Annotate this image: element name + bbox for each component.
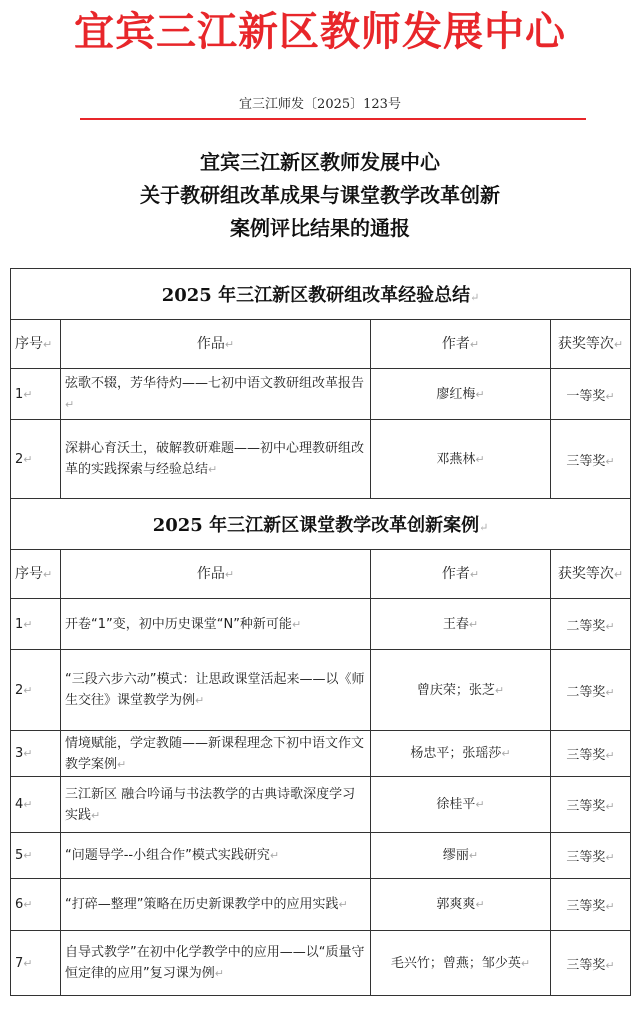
column-header-text: 序号 (15, 335, 43, 352)
paragraph-mark: ↵ (23, 898, 33, 911)
table-row (11, 650, 631, 731)
column-header-row (11, 550, 631, 599)
paragraph-mark: ↵ (23, 798, 33, 811)
column-header-author (371, 320, 551, 369)
paragraph-mark: ↵ (605, 685, 615, 699)
column-header-row (11, 320, 631, 369)
cell-no (11, 879, 61, 931)
paragraph-mark: ↵ (475, 387, 485, 401)
cell-work-text: 开卷“1”变，初中历史课堂“N”种新可能 (65, 616, 292, 632)
column-header-award (551, 320, 631, 369)
cell-award-text: 一等奖 (566, 388, 606, 404)
table-row (11, 879, 631, 931)
cell-award-text: 三等奖 (566, 957, 606, 973)
cell-author-text: 毛兴竹；曾燕；邹少英 (390, 955, 521, 971)
cell-award (551, 650, 631, 731)
paragraph-mark: ↵ (479, 521, 489, 534)
paragraph-mark: ↵ (475, 798, 485, 811)
cell-award (551, 369, 631, 420)
paragraph-mark: ↵ (224, 337, 235, 351)
paragraph-mark: ↵ (475, 452, 485, 466)
cell-no (11, 420, 61, 499)
cell-author (371, 833, 551, 879)
cell-author (371, 599, 551, 650)
cell-author (371, 731, 551, 777)
cell-work (61, 420, 371, 499)
paragraph-mark: ↵ (23, 683, 33, 697)
section-heading-text: 2025 年三江新区教研组改革经验总结 (161, 285, 471, 306)
cell-no (11, 731, 61, 777)
table-row (11, 369, 631, 420)
cell-award-text: 二等奖 (566, 618, 606, 634)
cell-work (61, 731, 371, 777)
paragraph-mark: ↵ (23, 387, 33, 401)
results-table (10, 268, 631, 996)
cell-award-text: 三等奖 (566, 850, 606, 865)
paragraph-mark: ↵ (520, 956, 531, 970)
cell-author-text: 徐桂平 (436, 797, 476, 812)
cell-no (11, 777, 61, 833)
cell-author (371, 879, 551, 931)
red-divider-line (80, 118, 586, 120)
paragraph-mark: ↵ (91, 808, 101, 822)
cell-work-text: 深耕心育沃土，破解教研难题——初中心理教研组改革的实践探索与经验总结 (65, 441, 365, 477)
cell-no-text: 2 (15, 451, 24, 467)
paragraph-mark: ↵ (605, 958, 615, 972)
cell-no-text: 4 (15, 797, 24, 812)
cell-work-text: “三段六步六动”模式：让思政课堂活起来——以《师生交往》课堂教学为例 (65, 672, 365, 708)
cell-author (371, 420, 551, 499)
paragraph-mark: ↵ (43, 337, 53, 351)
column-header-author (371, 550, 551, 599)
cell-no (11, 599, 61, 650)
column-header-no (11, 320, 61, 369)
table-row (11, 777, 631, 833)
cell-work-text: 自导式教学”在初中化学教学中的应用——以“质量守恒定律的应用”复习课为例 (65, 945, 365, 981)
cell-no (11, 931, 61, 996)
cell-award-text: 三等奖 (566, 899, 606, 914)
column-header-text: 序号 (15, 565, 43, 582)
cell-author (371, 650, 551, 731)
cell-work (61, 879, 371, 931)
cell-no (11, 369, 61, 420)
cell-author-text: 廖红梅 (436, 386, 476, 402)
cell-award-text: 三等奖 (566, 799, 606, 814)
paragraph-mark: ↵ (65, 398, 75, 411)
cell-author (371, 777, 551, 833)
title-line: 宜宾三江新区教师发展中心 (200, 150, 440, 174)
column-header-text: 作品 (196, 565, 225, 582)
paragraph-mark: ↵ (605, 454, 615, 468)
cell-award (551, 879, 631, 931)
paragraph-mark: ↵ (470, 291, 480, 304)
paragraph-mark: ↵ (501, 747, 511, 760)
paragraph-mark: ↵ (613, 337, 624, 351)
cell-work (61, 931, 371, 996)
section-heading-row (11, 499, 631, 550)
paragraph-mark: ↵ (269, 849, 280, 862)
cell-award-text: 二等奖 (566, 684, 606, 700)
cell-author (371, 369, 551, 420)
table-row (11, 420, 631, 499)
cell-no-text: 5 (15, 848, 24, 863)
paragraph-mark: ↵ (224, 567, 235, 581)
document-number: 宜三江师发〔2025〕123号 (239, 97, 401, 112)
paragraph-mark: ↵ (23, 617, 33, 631)
cell-work-text: 情境赋能，学定教随——新课程理念下初中语文作文教学案例 (65, 735, 365, 772)
cell-author (371, 931, 551, 996)
paragraph-mark: ↵ (605, 851, 615, 864)
cell-work (61, 369, 371, 420)
cell-no-text: 1 (15, 616, 24, 632)
paragraph-mark: ↵ (23, 956, 33, 970)
cell-work-text: “打碎—整理”策略在历史新课教学中的应用实践 (65, 897, 339, 912)
paragraph-mark: ↵ (605, 900, 615, 913)
column-header-no (11, 550, 61, 599)
cell-no-text: 3 (15, 746, 24, 761)
paragraph-mark: ↵ (605, 619, 615, 633)
table-row (11, 599, 631, 650)
cell-award-text: 三等奖 (566, 453, 606, 469)
title-line: 关于教研组改革成果与课堂教学改革创新 (140, 183, 500, 207)
column-header-text: 获奖等次 (557, 565, 614, 582)
table-row (11, 731, 631, 777)
cell-work (61, 833, 371, 879)
column-header-text: 作者 (441, 335, 470, 352)
paragraph-mark: ↵ (469, 567, 480, 581)
cell-author-text: 曾庆荣；张芝 (416, 682, 495, 698)
cell-author-text: 王春 (442, 616, 469, 632)
column-header-work (61, 550, 371, 599)
cell-author-text: 邓燕林 (436, 451, 476, 467)
paragraph-mark: ↵ (468, 617, 479, 631)
cell-author-text: 缪丽 (442, 848, 469, 863)
paragraph-mark: ↵ (475, 898, 485, 911)
cell-work (61, 650, 371, 731)
column-header-award (551, 550, 631, 599)
cell-no-text: 6 (15, 897, 24, 912)
section-heading (11, 269, 631, 320)
section-heading (11, 499, 631, 550)
document-title (0, 146, 640, 245)
paragraph-mark: ↵ (43, 567, 53, 581)
paragraph-mark: ↵ (605, 389, 615, 403)
cell-award (551, 420, 631, 499)
cell-author-text: 杨忠平；张瑶莎 (410, 746, 502, 761)
cell-no-text: 2 (15, 682, 24, 698)
paragraph-mark: ↵ (117, 757, 127, 771)
cell-award (551, 599, 631, 650)
paragraph-mark: ↵ (338, 898, 348, 911)
paragraph-mark: ↵ (291, 617, 302, 631)
cell-award-text: 三等奖 (566, 748, 606, 763)
column-header-text: 作品 (196, 335, 225, 352)
cell-no (11, 833, 61, 879)
paragraph-mark: ↵ (23, 452, 33, 466)
cell-work-text: 弦歌不辍，芳华待灼——七初中语文教研组改革报告 (65, 376, 365, 391)
cell-author-text: 郭爽爽 (436, 897, 476, 912)
title-line: 案例评比结果的通报 (230, 216, 410, 240)
paragraph-mark: ↵ (23, 849, 33, 862)
paragraph-mark: ↵ (605, 749, 615, 762)
paragraph-mark: ↵ (605, 800, 615, 813)
paragraph-mark: ↵ (23, 747, 33, 760)
cell-no-text: 7 (15, 955, 24, 971)
paragraph-mark: ↵ (468, 849, 479, 862)
paragraph-mark: ↵ (469, 337, 480, 351)
paragraph-mark: ↵ (494, 683, 505, 697)
column-header-text: 作者 (441, 565, 470, 582)
section-heading-row (11, 269, 631, 320)
cell-award (551, 931, 631, 996)
cell-award (551, 731, 631, 777)
paragraph-mark: ↵ (195, 694, 205, 707)
column-header-text: 获奖等次 (557, 335, 614, 352)
letterhead-title: 宜宾三江新区教师发展中心 (74, 9, 566, 55)
paragraph-mark: ↵ (214, 967, 224, 980)
cell-work-text: “问题导学--小组合作”模式实践研究 (65, 848, 270, 863)
cell-no-text: 1 (15, 386, 24, 402)
paragraph-mark: ↵ (208, 463, 218, 476)
cell-award (551, 833, 631, 879)
cell-work-text: 三江新区 融合吟诵与书法教学的古典诗歌深度学习实践 (65, 786, 356, 823)
section-heading-text: 2025 年三江新区课堂教学改革创新案例 (152, 515, 480, 536)
cell-work (61, 777, 371, 833)
cell-work (61, 599, 371, 650)
column-header-work (61, 320, 371, 369)
cell-award (551, 777, 631, 833)
cell-no (11, 650, 61, 731)
table-row (11, 833, 631, 879)
table-row (11, 931, 631, 996)
paragraph-mark: ↵ (613, 567, 624, 581)
